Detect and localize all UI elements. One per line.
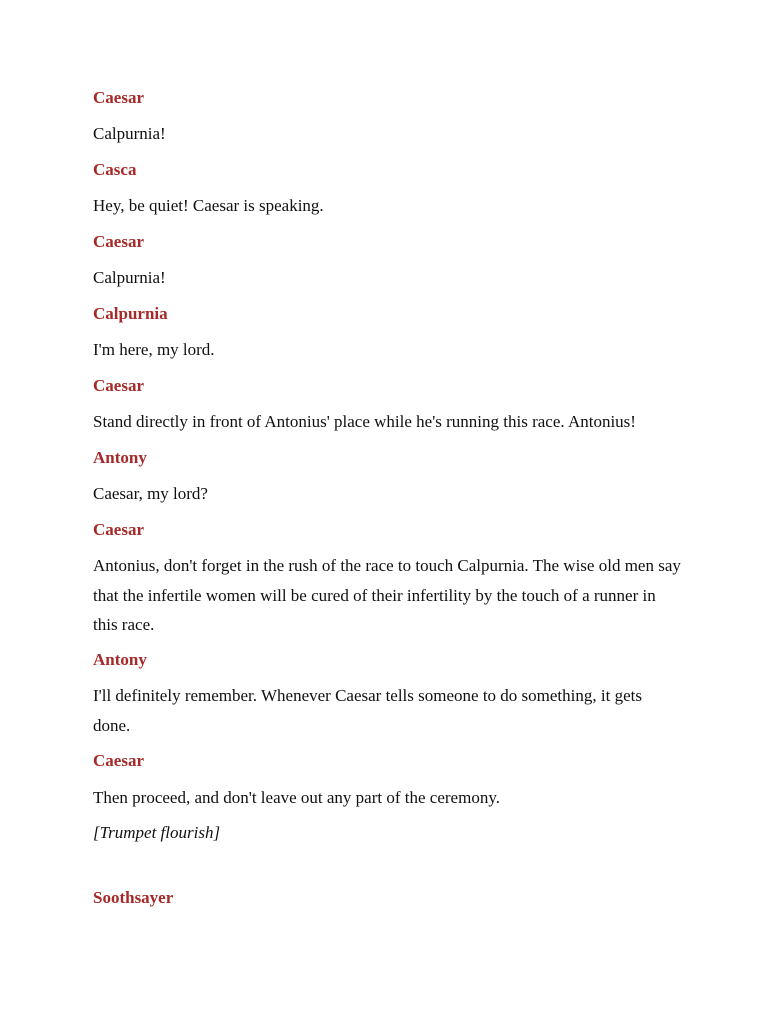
speaker-name: Antony xyxy=(93,650,147,669)
dialogue-line: Stand directly in front of Antonius' place while he's running this race. Antonius! xyxy=(93,412,636,431)
speaker-name: Soothsayer xyxy=(93,888,174,907)
speaker-name: Caesar xyxy=(93,376,144,395)
dialogue-line: Antonius, don't forget in the rush of the race to touch Calpurnia. The wise old men say that the infertile women will be cured of their infertility by the touch of a runner in this race. xyxy=(93,556,681,634)
speaker-name: Caesar xyxy=(93,88,144,107)
dialogue-line: Caesar, my lord? xyxy=(93,484,208,503)
speaker-name: Caesar xyxy=(93,751,144,770)
dialogue-line: Hey, be quiet! Caesar is speaking. xyxy=(93,196,324,215)
dialogue-line: I'm here, my lord. xyxy=(93,340,215,359)
dialogue-line: I'll definitely remember. Whenever Caesar tells someone to do something, it gets done. xyxy=(93,686,642,735)
dialogue-line: Calpurnia! xyxy=(93,268,166,287)
dialogue-line: Calpurnia! xyxy=(93,124,166,143)
speaker-name: Caesar xyxy=(93,520,144,539)
speaker-name: Calpurnia xyxy=(93,304,168,323)
speaker-name: Antony xyxy=(93,448,147,467)
stage-direction: [Trumpet flourish] xyxy=(93,823,221,842)
speaker-name: Casca xyxy=(93,160,137,179)
dialogue-line: Then proceed, and don't leave out any part of the ceremony. xyxy=(93,788,500,807)
speaker-name: Caesar xyxy=(93,232,144,251)
